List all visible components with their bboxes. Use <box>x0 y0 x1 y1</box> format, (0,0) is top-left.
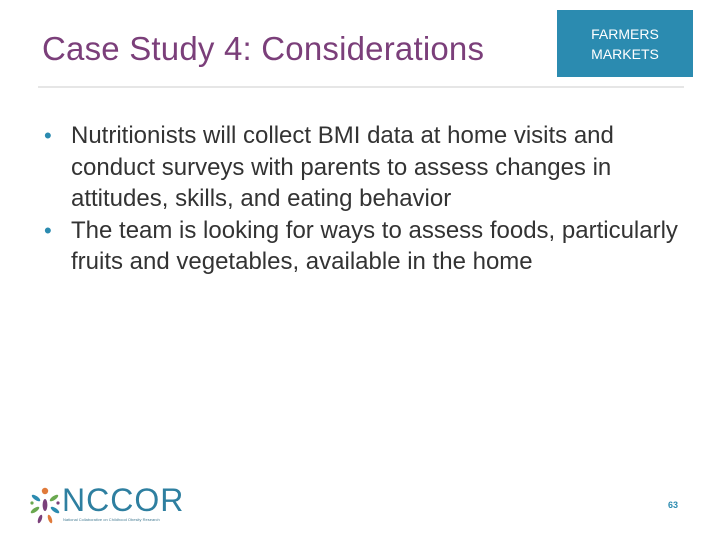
nccor-star-figure-icon <box>28 483 62 527</box>
badge-line-1: FARMERS <box>591 25 659 42</box>
farmers-markets-badge <box>557 10 693 77</box>
bullet-list <box>44 120 684 278</box>
bullet-item <box>44 120 684 215</box>
badge-line-2: MARKETS <box>591 45 659 62</box>
page-number: 63 <box>668 500 679 510</box>
bullet-item <box>44 215 684 278</box>
nccor-logo <box>28 483 198 527</box>
nccor-logo-tagline: National Collaborative on Childhood Obesity Research <box>63 517 160 522</box>
bullet-icon: • <box>44 123 52 148</box>
bullet-text: Nutritionists will collect BMI data at home visits and conduct surveys with parents to assess changes in attitudes, skills, and eating behavior <box>71 122 614 212</box>
bullet-icon: • <box>44 217 52 243</box>
bullet-text: The team is looking for ways to assess foods, particularly fruits and vegetables, available in the home <box>71 216 678 275</box>
slide-title: Case Study 4: Considerations <box>42 30 485 67</box>
nccor-logo-text: NCCOR <box>62 482 185 518</box>
title-divider <box>38 86 684 88</box>
